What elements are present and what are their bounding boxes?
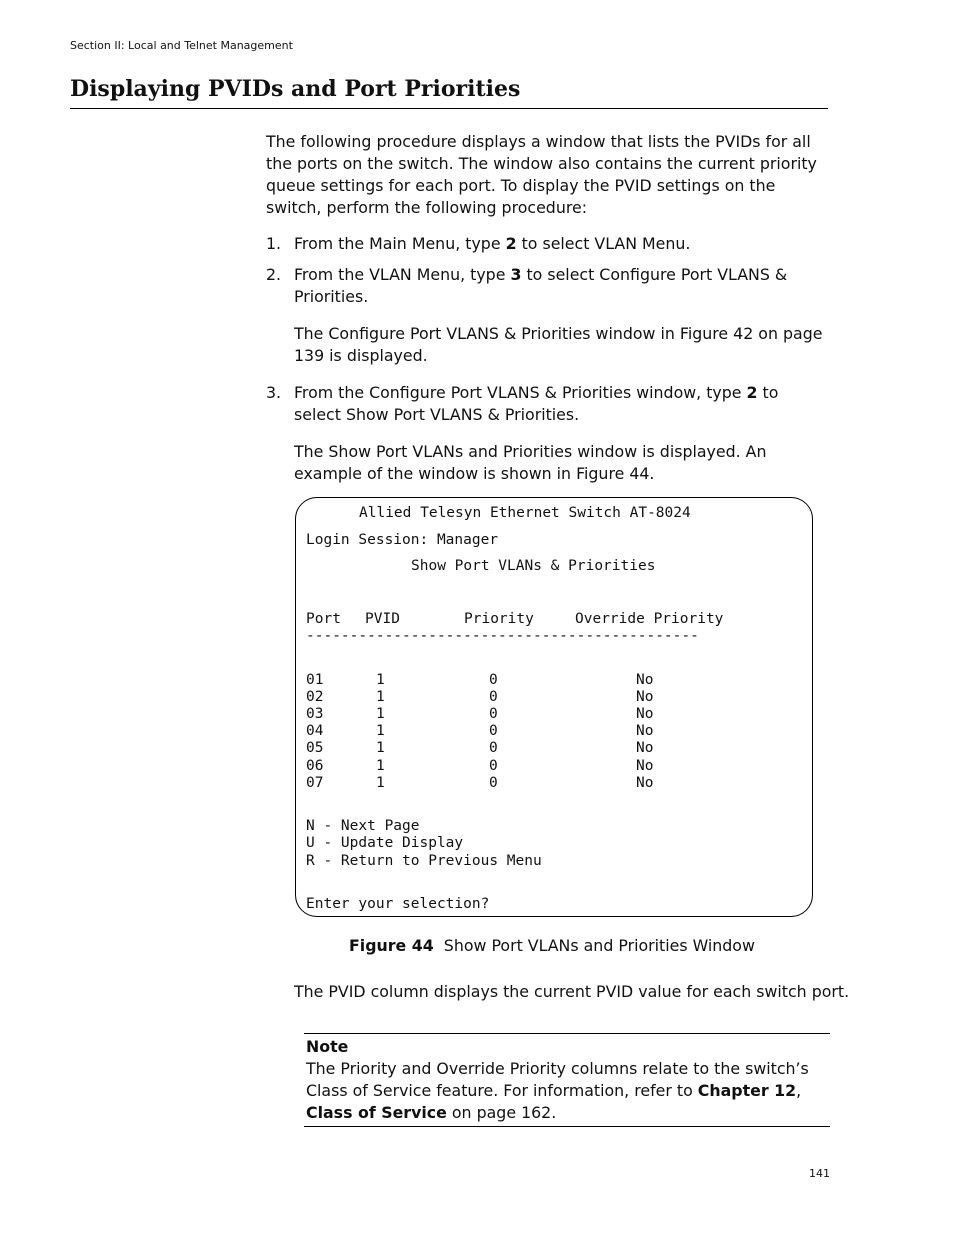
step-text: From the Configure Port VLANS & Priorities window, type 2 to select Show Port VLANS & Priorities. <box>294 383 779 424</box>
page-title: Displaying PVIDs and Port Priorities <box>70 76 828 109</box>
table-cell-priority: 0 <box>489 740 498 756</box>
table-cell-override: No <box>636 758 654 774</box>
table-cell-pvid: 1 <box>376 775 385 791</box>
table-row: 06 <box>306 758 324 774</box>
step-number: 1. <box>266 234 282 253</box>
table-cell-priority: 0 <box>489 775 498 791</box>
column-header-priority: Priority <box>464 611 534 627</box>
table-cell-priority: 0 <box>489 706 498 722</box>
table-cell-priority: 0 <box>489 723 498 739</box>
table-cell-override: No <box>636 672 654 688</box>
step-2 <box>266 264 828 308</box>
table-row: 03 <box>306 706 324 722</box>
table-cell-priority: 0 <box>489 672 498 688</box>
table-cell-priority: 0 <box>489 758 498 774</box>
pvid-description: The PVID column displays the current PVID value for each switch port. <box>294 982 850 1001</box>
page-number: 141 <box>809 1167 830 1180</box>
menu-option-update-display: U - Update Display <box>306 835 464 851</box>
step-text: From the Main Menu, type 2 to select VLAN Menu. <box>294 234 691 253</box>
figure-label: Figure 44 <box>349 936 434 955</box>
table-row: 07 <box>306 775 324 791</box>
figure-caption <box>349 936 755 955</box>
step-text: From the VLAN Menu, type 3 to select Configure Port VLANS & Priorities. <box>294 265 788 306</box>
table-cell-override: No <box>636 706 654 722</box>
note-title: Note <box>306 1037 349 1056</box>
table-row: 05 <box>306 740 324 756</box>
table-cell-override: No <box>636 723 654 739</box>
table-row: 01 <box>306 672 324 688</box>
terminal-prompt: Enter your selection? <box>306 896 490 912</box>
terminal-session: Login Session: Manager <box>306 532 499 548</box>
table-cell-priority: 0 <box>489 689 498 705</box>
step-number: 2. <box>266 265 282 284</box>
table-cell-pvid: 1 <box>376 706 385 722</box>
step-2-result: The Configure Port VLANS & Priorities window in Figure 42 on page 139 is displayed. <box>294 324 823 365</box>
table-cell-override: No <box>636 740 654 756</box>
table-cell-pvid: 1 <box>376 758 385 774</box>
menu-option-return: R - Return to Previous Menu <box>306 853 542 869</box>
table-cell-pvid: 1 <box>376 740 385 756</box>
column-header-override-priority: Override Priority <box>575 611 724 627</box>
terminal-separator: --------------------------------------------- <box>306 628 699 644</box>
note-text: The Priority and Override Priority columns relate to the switch’s Class of Service feature. For information, refer to Chapter 12, Class of Service on page 162. <box>306 1059 809 1122</box>
table-cell-pvid: 1 <box>376 723 385 739</box>
table-cell-override: No <box>636 689 654 705</box>
step-number: 3. <box>266 383 282 402</box>
table-cell-pvid: 1 <box>376 689 385 705</box>
table-cell-pvid: 1 <box>376 672 385 688</box>
menu-option-next-page: N - Next Page <box>306 818 420 834</box>
figure-title: Show Port VLANs and Priorities Window <box>443 936 755 955</box>
table-row: 04 <box>306 723 324 739</box>
terminal-screen-title: Show Port VLANs & Priorities <box>411 558 656 574</box>
note-box <box>304 1033 830 1127</box>
intro-paragraph: The following procedure displays a window that lists the PVIDs for all the ports on the switch. The window also contains the current priority queue settings for each port. To display the PVID settings on the switch, perform the following procedure: <box>266 132 817 217</box>
step-3 <box>266 382 828 426</box>
table-row: 02 <box>306 689 324 705</box>
step-3-result: The Show Port VLANs and Priorities window is displayed. An example of the window is shown in Figure 44. <box>294 442 767 483</box>
running-header: Section II: Local and Telnet Management <box>70 39 293 52</box>
column-header-port: Port <box>306 611 341 627</box>
column-header-pvid: PVID <box>365 611 400 627</box>
step-1 <box>266 233 828 255</box>
terminal-title: Allied Telesyn Ethernet Switch AT-8024 <box>359 505 691 521</box>
table-cell-override: No <box>636 775 654 791</box>
